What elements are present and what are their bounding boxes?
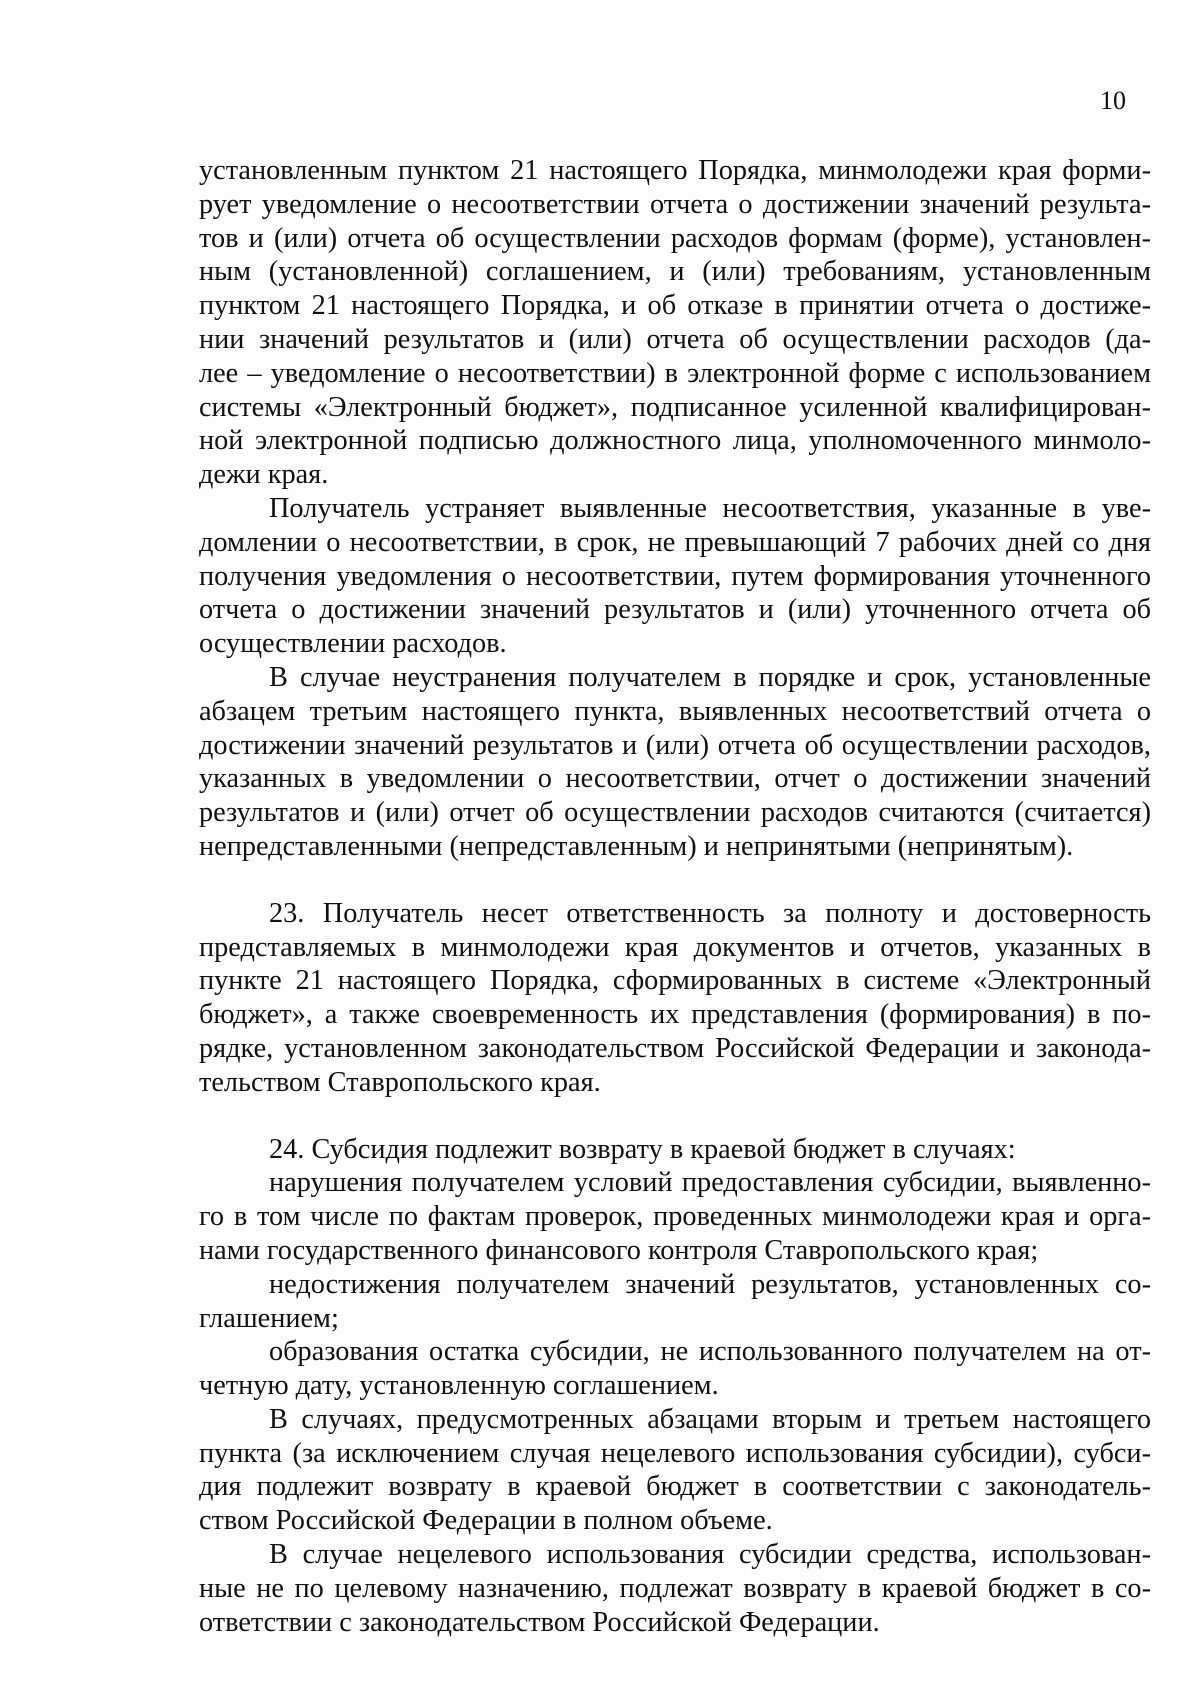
paragraph-p7	[199, 1268, 1151, 1336]
paragraph-p8	[199, 1335, 1151, 1403]
paragraph-p5	[199, 1133, 1151, 1167]
text-line: ной электронной подписью должностного лица, уполномоченного минмоло-	[199, 425, 1151, 457]
text-line: результатов и (или) отчет об осуществлении расходов считаются (считается)	[199, 797, 1151, 829]
text-line: пункте 21 настоящего Порядка, сформированных в системе «Электронный	[199, 965, 1151, 997]
text-line: достижении значений результатов и (или) отчета об осуществлении расходов,	[199, 729, 1151, 761]
text-line: ством Российской Федерации в полном объеме.	[199, 1505, 773, 1537]
text-line: В случаях, предусмотренных абзацами вторым и третьем настоящего	[269, 1403, 1151, 1435]
text-line: отчета о достижении значений результатов и (или) уточненного отчета об	[199, 594, 1151, 626]
text-line: ответствии с законодательством Российской Федерации.	[199, 1606, 880, 1638]
text-line: представляемых в минмолодежи края документов и отчетов, указанных в	[199, 931, 1151, 963]
text-line: осуществлении расходов.	[199, 628, 507, 660]
text-line: нии значений результатов и (или) отчета об осуществлении расходов (да-	[199, 323, 1151, 355]
page-number: 10	[1100, 86, 1126, 115]
paragraph-p10	[199, 1538, 1151, 1639]
text-line: указанных в уведомлении о несоответствии, отчет о достижении значений	[199, 763, 1151, 795]
text-line: ным (установленной) соглашением, и (или) требованиям, установленным	[199, 256, 1151, 288]
text-line: нарушения получателем условий предоставления субсидии, выявленно-	[269, 1167, 1151, 1199]
text-line: дия подлежит возврату в краевой бюджет в соответствии с законодатель-	[199, 1471, 1151, 1503]
text-line: го в том числе по фактам проверок, проведенных минмолодежи края и орга-	[199, 1201, 1151, 1233]
text-line: четную дату, установленную соглашением.	[199, 1370, 719, 1402]
text-line: рует уведомление о несоответствии отчета о достижении значений результа-	[199, 188, 1151, 220]
text-line: нами государственного финансового контроля Ставропольского края;	[199, 1234, 1039, 1266]
text-line: абзацем третьим настоящего пункта, выявленных несоответствий отчета о	[199, 695, 1151, 727]
text-line: лее – уведомление о несоответствии) в электронной форме с использованием	[199, 357, 1151, 389]
paragraph-p3	[199, 661, 1151, 864]
text-line: тов и (или) отчета об осуществлении расходов формам (форме), установлен-	[199, 222, 1151, 254]
text-line: недостижения получателем значений результатов, установленных со-	[269, 1268, 1151, 1300]
text-line: тельством Ставропольского края.	[199, 1066, 601, 1098]
text-line: непредставленными (непредставленным) и непринятыми (непринятым).	[199, 830, 1074, 862]
paragraph-p4	[199, 897, 1151, 1100]
document-body	[199, 154, 1151, 1639]
paragraph-p1	[199, 154, 1151, 492]
text-line: 23. Получатель несет ответственность за полноту и достоверность	[269, 897, 1151, 929]
text-line: пункта (за исключением случая нецелевого использования субсидии), субси-	[199, 1437, 1151, 1469]
text-line: ные не по целевому назначению, подлежат возврату в краевой бюджет в со-	[199, 1572, 1151, 1604]
text-line: образования остатка субсидии, не использованного получателем на от-	[269, 1336, 1151, 1368]
text-line: установленным пунктом 21 настоящего Порядка, минмолодежи края форми-	[199, 155, 1151, 186]
paragraph-p2	[199, 492, 1151, 661]
text-line: домлении о несоответствии, в срок, не превышающий 7 рабочих дней со дня	[199, 526, 1151, 558]
text-line: глашением;	[199, 1302, 339, 1334]
text-line: дежи края.	[199, 459, 329, 491]
text-line: 24. Субсидия подлежит возврату в краевой бюджет в случаях:	[269, 1133, 1016, 1165]
paragraph-p9	[199, 1403, 1151, 1538]
text-line: пунктом 21 настоящего Порядка, и об отказе в принятии отчета о достиже-	[199, 290, 1151, 322]
text-line: В случае нецелевого использования субсидии средства, использован-	[269, 1539, 1151, 1571]
text-line: В случае неустранения получателем в порядке и срок, установленные	[269, 661, 1151, 693]
text-line: системы «Электронный бюджет», подписанное усиленной квалифицирован-	[199, 391, 1151, 423]
text-line: получения уведомления о несоответствии, путем формирования уточненного	[199, 560, 1151, 592]
text-line: Получатель устраняет выявленные несоответствия, указанные в уве-	[269, 492, 1151, 524]
text-line: бюджет», а также своевременность их представления (формирования) в по-	[199, 999, 1151, 1031]
paragraph-p6	[199, 1166, 1151, 1267]
text-line: рядке, установленном законодательством Российской Федерации и законода-	[199, 1032, 1151, 1064]
